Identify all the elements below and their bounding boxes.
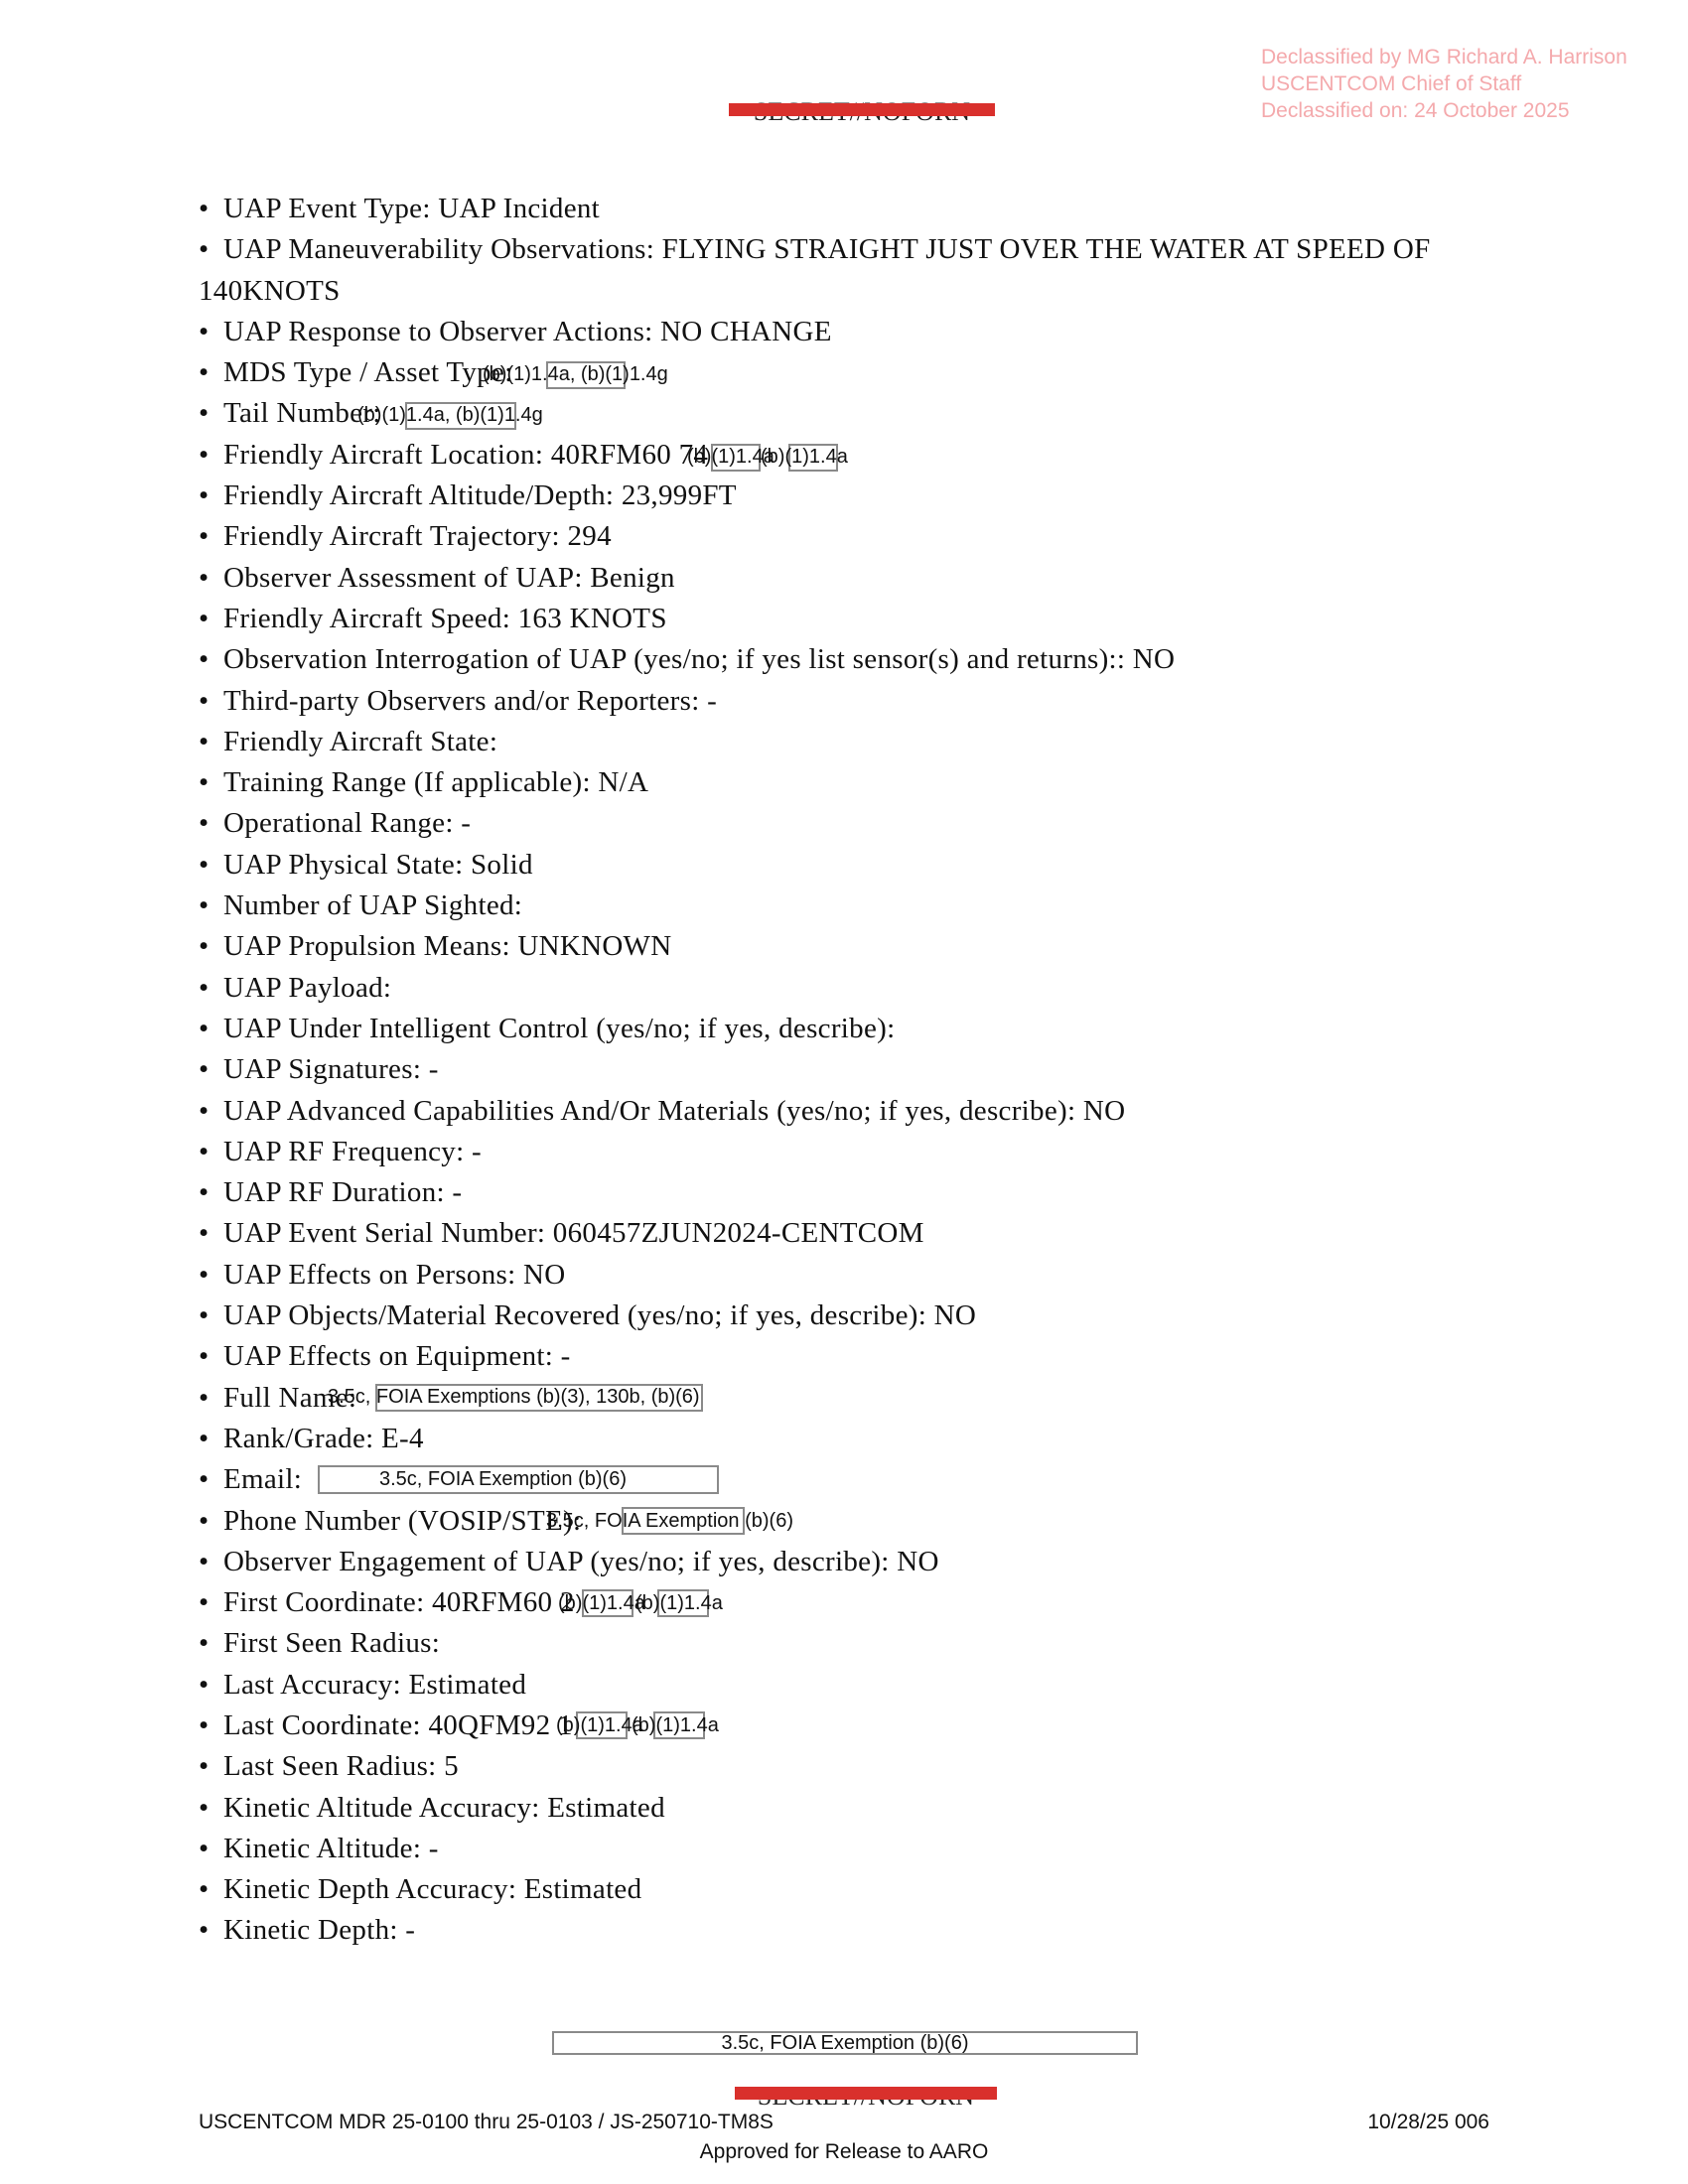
- bullet-icon: •: [199, 602, 210, 634]
- field-item: • UAP Signatures: -: [199, 1049, 1489, 1090]
- field-item: • Kinetic Altitude: -: [199, 1829, 1489, 1869]
- redaction-box-signature-block: [552, 2031, 1138, 2055]
- field-item: • Phone Number (VOSIP/STE):: [199, 1501, 1489, 1542]
- redaction-bar-bottom: [735, 2087, 997, 2100]
- bullet-icon: •: [199, 1299, 210, 1332]
- field-item: • UAP RF Duration: -: [199, 1172, 1489, 1213]
- field-item: • MDS Type / Asset Type:: [199, 352, 1489, 393]
- bullet-icon: •: [199, 1750, 210, 1783]
- redaction-label-tail-number: (b)(1)1.4a, (b)(1)1.4g: [357, 404, 543, 426]
- field-item: • Last Seen Radius: 5: [199, 1746, 1489, 1787]
- field-item: • Kinetic Altitude Accuracy: Estimated: [199, 1788, 1489, 1829]
- field-item: • Friendly Aircraft Speed: 163 KNOTS: [199, 599, 1489, 639]
- bullet-icon: •: [199, 643, 210, 676]
- footer-page-stamp: 10/28/25 006: [1367, 2111, 1489, 2133]
- redaction-label-mds-type: (b)(1)1.4a, (b)(1)1.4g: [483, 363, 668, 385]
- bullet-icon: •: [199, 1791, 210, 1824]
- redaction-bar-top: [729, 103, 995, 116]
- bullet-icon: •: [199, 1914, 210, 1947]
- field-item: • UAP Event Serial Number: 060457ZJUN2024-CENTCOM: [199, 1213, 1489, 1254]
- bullet-icon: •: [199, 1217, 210, 1250]
- field-item: • Number of UAP Sighted:: [199, 886, 1489, 926]
- redaction-label-first-coordinate-b: (b)(1)1.4a: [635, 1592, 723, 1614]
- redaction-label-full-name: 3.5c, FOIA Exemptions (b)(3), 130b, (b)(6): [328, 1386, 700, 1408]
- bullet-icon: •: [199, 1012, 210, 1044]
- classification-marking-bottom: [667, 2082, 1064, 2112]
- field-item: • First Seen Radius:: [199, 1623, 1489, 1664]
- bullet-icon: •: [199, 1504, 210, 1537]
- bullet-icon: •: [199, 848, 210, 881]
- bullet-icon: •: [199, 1381, 210, 1414]
- bullet-icon: •: [199, 1463, 210, 1496]
- field-item: • First Coordinate: 40RFM60 2: [199, 1582, 1489, 1623]
- field-item: • Observation Interrogation of UAP (yes/no; if yes list sensor(s) and returns):: NO: [199, 639, 1489, 680]
- footer-document-id: USCENTCOM MDR 25-0100 thru 25-0103 / JS-250710-TM8S: [199, 2111, 774, 2133]
- bullet-icon: •: [199, 520, 210, 553]
- bullet-icon: •: [199, 725, 210, 757]
- bullet-icon: •: [199, 684, 210, 717]
- bullet-icon: •: [199, 1176, 210, 1209]
- redaction-label-phone: 3.5c, FOIA Exemption (b)(6): [546, 1510, 793, 1532]
- bullet-icon: •: [199, 1668, 210, 1701]
- redaction-label-location-a: (b)(1)1.4a: [687, 446, 774, 468]
- bullet-icon: •: [199, 930, 210, 963]
- bullet-icon: •: [199, 807, 210, 840]
- bullet-icon: •: [199, 315, 210, 347]
- field-item: • UAP Maneuverability Observations: FLYING STRAIGHT JUST OVER THE WATER AT SPEED OF 140KNOTS: [199, 229, 1489, 312]
- field-item: • Last Accuracy: Estimated: [199, 1665, 1489, 1706]
- bullet-icon: •: [199, 397, 210, 430]
- declassification-line-3: Declassified on: 24 October 2025: [1261, 99, 1570, 122]
- bullet-icon: •: [199, 1094, 210, 1127]
- declassification-stamp: [1261, 44, 1678, 124]
- bullet-icon: •: [199, 233, 210, 266]
- redaction-label-signature-block: 3.5c, FOIA Exemption (b)(6): [721, 2032, 969, 2054]
- declassification-line-1: Declassified by MG Richard A. Harrison: [1261, 46, 1627, 68]
- field-item: • Friendly Aircraft Altitude/Depth: 23,999FT: [199, 476, 1489, 516]
- bullet-icon: •: [199, 1258, 210, 1291]
- field-item: • UAP Payload:: [199, 968, 1489, 1009]
- bullet-icon: •: [199, 1422, 210, 1454]
- field-item: • Friendly Aircraft Trajectory: 294: [199, 516, 1489, 557]
- field-item: • Rank/Grade: E-4: [199, 1419, 1489, 1459]
- field-item: • UAP Event Type: UAP Incident: [199, 189, 1489, 229]
- bullet-icon: •: [199, 356, 210, 389]
- field-item: • UAP Physical State: Solid: [199, 845, 1489, 886]
- field-item: • Full Name:: [199, 1378, 1489, 1419]
- bullet-icon: •: [199, 438, 210, 471]
- field-item: • Observer Engagement of UAP (yes/no; if yes, describe): NO: [199, 1542, 1489, 1582]
- field-item: • Last Coordinate: 40QFM92 1: [199, 1706, 1489, 1746]
- classification-marking-top: [663, 97, 1060, 127]
- redaction-label-last-coordinate-a: (b)(1)1.4a: [556, 1714, 643, 1736]
- bullet-icon: •: [199, 479, 210, 512]
- field-item: • Email:: [199, 1459, 1489, 1500]
- redaction-label-email: 3.5c, FOIA Exemption (b)(6): [379, 1468, 627, 1490]
- field-item: • UAP Effects on Persons: NO: [199, 1255, 1489, 1296]
- bullet-icon: •: [199, 1832, 210, 1864]
- bullet-icon: •: [199, 1545, 210, 1577]
- field-item: • UAP Under Intelligent Control (yes/no; if yes, describe):: [199, 1009, 1489, 1049]
- bullet-icon: •: [199, 1627, 210, 1660]
- field-item: • Kinetic Depth Accuracy: Estimated: [199, 1869, 1489, 1910]
- bullet-icon: •: [199, 889, 210, 922]
- field-item: • Observer Assessment of UAP: Benign: [199, 558, 1489, 599]
- declassification-line-2: USCENTCOM Chief of Staff: [1261, 72, 1522, 95]
- field-item: • Kinetic Depth: -: [199, 1910, 1489, 1951]
- field-item: • UAP Response to Observer Actions: NO CHANGE: [199, 312, 1489, 352]
- field-item: • Tail Number:: [199, 393, 1489, 434]
- footer-release-note: Approved for Release to AARO: [699, 2140, 989, 2163]
- field-item: • UAP Propulsion Means: UNKNOWN: [199, 926, 1489, 967]
- bullet-icon: •: [199, 971, 210, 1004]
- redaction-label-first-coordinate-a: (b)(1)1.4a: [558, 1592, 645, 1614]
- bullet-icon: •: [199, 1873, 210, 1906]
- bullet-icon: •: [199, 1053, 210, 1086]
- field-item: • UAP Effects on Equipment: -: [199, 1336, 1489, 1377]
- redaction-label-last-coordinate-b: (b)(1)1.4a: [632, 1714, 719, 1736]
- field-item: • Operational Range: -: [199, 803, 1489, 844]
- bullet-icon: •: [199, 1708, 210, 1741]
- field-item: • Third-party Observers and/or Reporters: -: [199, 681, 1489, 722]
- field-item: • UAP Objects/Material Recovered (yes/no; if yes, describe): NO: [199, 1296, 1489, 1336]
- field-item: • UAP Advanced Capabilities And/Or Materials (yes/no; if yes, describe): NO: [199, 1091, 1489, 1132]
- field-item: • Training Range (If applicable): N/A: [199, 762, 1489, 803]
- field-item: • Friendly Aircraft State:: [199, 722, 1489, 762]
- bullet-icon: •: [199, 193, 210, 224]
- bullet-icon: •: [199, 561, 210, 594]
- field-item: • UAP RF Frequency: -: [199, 1132, 1489, 1172]
- redaction-label-location-b: (b)(1)1.4a: [761, 446, 848, 468]
- bullet-icon: •: [199, 766, 210, 799]
- bullet-icon: •: [199, 1586, 210, 1619]
- field-item: • Friendly Aircraft Location: 40RFM60 74: [199, 435, 1489, 476]
- bullet-icon: •: [199, 1135, 210, 1167]
- bullet-icon: •: [199, 1340, 210, 1373]
